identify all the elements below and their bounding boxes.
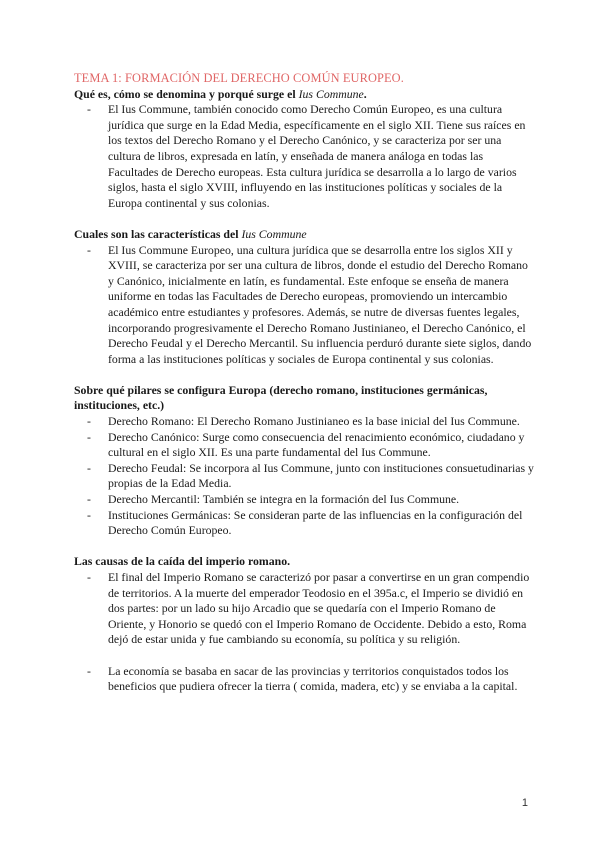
list-item-text: El Ius Commune, también conocido como Derecho Común Europeo, es una cultura jurídica que surge en la Edad Media, específicamente en el siglo XII. Tiene sus raíces en los textos del Derecho Romano y el Derecho Canónico, y se caracteriza por ser una cultura de libros, expresada en latín, y enseñada de manera análoga en todas las Facultades de Derecho europeas. Esta cultura jurídica se desarrolla a lo largo de varios siglos, hasta el siglo XVIII, influyendo en las instituciones políticas y sociales de la Europa continental y sus colonias. (108, 102, 526, 210)
paragraph-gap (74, 648, 534, 664)
section-list-4 (74, 570, 534, 648)
section-list-3 (74, 414, 534, 539)
list-item (74, 243, 534, 368)
list-item (74, 492, 534, 508)
section-heading-text: Sobre qué pilares se configura Europa (derecho romano, instituciones germánicas, instituciones, etc.) (74, 382, 488, 413)
section-heading-3 (74, 383, 534, 414)
paragraph-gap (74, 367, 534, 383)
dash-bullet: - (87, 492, 91, 507)
list-item (74, 508, 534, 539)
section-list-2 (74, 243, 534, 368)
list-item (74, 570, 534, 648)
dash-bullet: - (87, 102, 91, 117)
list-item-text: Derecho Mercantil: También se integra en la formación del Ius Commune. (108, 492, 460, 507)
section-heading-italic: Ius Commune (298, 86, 364, 101)
dash-bullet: - (87, 414, 91, 429)
list-item-text: El Ius Commune Europeo, una cultura jurídica que se desarrolla entre los siglos XII y XVIII, se caracteriza por ser una cultura de libros, donde el estudio del Derecho Romano y Canónico, inicialmente en latín, es fundamental. Este enfoque se enseña de manera uniforme en todas las Facultades de Derecho europeas, promoviendo un intercambio académico entre estudiantes y profesores. Además, se nutre de diversas fuentes legales, incorporando progresivamente el Derecho Romano Justinianeo, el Derecho Canónico, el Derecho Feudal y el Derecho Mercantil. Su influencia perduró durante siete siglos, dando forma a las instituciones políticas y sociales de Europa continental y sus colonias. (108, 242, 532, 366)
page-number: 1 (521, 797, 528, 809)
dash-bullet: - (87, 460, 91, 475)
section-heading-2 (74, 227, 534, 243)
list-item-text: Derecho Romano: El Derecho Romano Justinianeo es la base inicial del Ius Commune. (108, 414, 520, 429)
list-item-text: Instituciones Germánicas: Se consideran parte de las influencias en la configuración del Derecho Común Europeo. (108, 507, 523, 538)
section-list-1 (74, 102, 534, 211)
list-item (74, 461, 534, 492)
section-heading-1 (74, 87, 534, 103)
document-body (74, 71, 534, 695)
list-item (74, 414, 534, 430)
section-list-4b (74, 664, 534, 695)
list-item (74, 664, 534, 695)
section-heading-italic: Ius Commune (241, 226, 307, 241)
list-item (74, 102, 534, 211)
section-heading-4 (74, 554, 534, 570)
list-item-text: El final del Imperio Romano se caracterizó por pasar a convertirse en un gran compendio de territorios. A la muerte del emperador Teodosio en el 395a.c, el Imperio se dividió en dos partes: por un lado su hijo Arcadio que se quedaría con el Imperio Romano de Oriente, y Honorio se quedó con el Imperio Romano de Occidente. Debido a esto, Roma dejó de estar unida y fue cambiando su economía, su política y su religión. (108, 570, 530, 647)
dash-bullet: - (87, 570, 91, 584)
section-heading-text: Cuales son las características del (74, 226, 242, 241)
dash-bullet: - (87, 663, 91, 678)
section-heading-text: Las causas de la caída del imperio romano. (74, 554, 291, 569)
section-heading-tail: . (363, 86, 367, 101)
list-item-text: Derecho Canónico: Surge como consecuencia del renacimiento económico, ciudadano y cultural en el siglo XII. Es una parte fundamental del Ius Commune. (108, 429, 525, 460)
dash-bullet: - (87, 429, 91, 444)
section-heading-text: Qué es, cómo se denomina y porqué surge el (74, 86, 299, 101)
document-title: TEMA 1: FORMACIÓN DEL DERECHO COMÚN EUROPEO. (74, 71, 404, 85)
list-item-text: Derecho Feudal: Se incorpora al Ius Commune, junto con instituciones consuetudinarias y propias de la Edad Media. (108, 460, 534, 491)
paragraph-gap (74, 539, 534, 555)
dash-bullet: - (87, 242, 91, 257)
dash-bullet: - (87, 507, 91, 522)
list-item (74, 430, 534, 461)
paragraph-gap (74, 211, 534, 227)
list-item-text: La economía se basaba en sacar de las provincias y territorios conquistados todos los beneficios que pudiera ofrecer la tierra ( comida, madera, etc) y se enviaba a la capital. (108, 663, 518, 694)
